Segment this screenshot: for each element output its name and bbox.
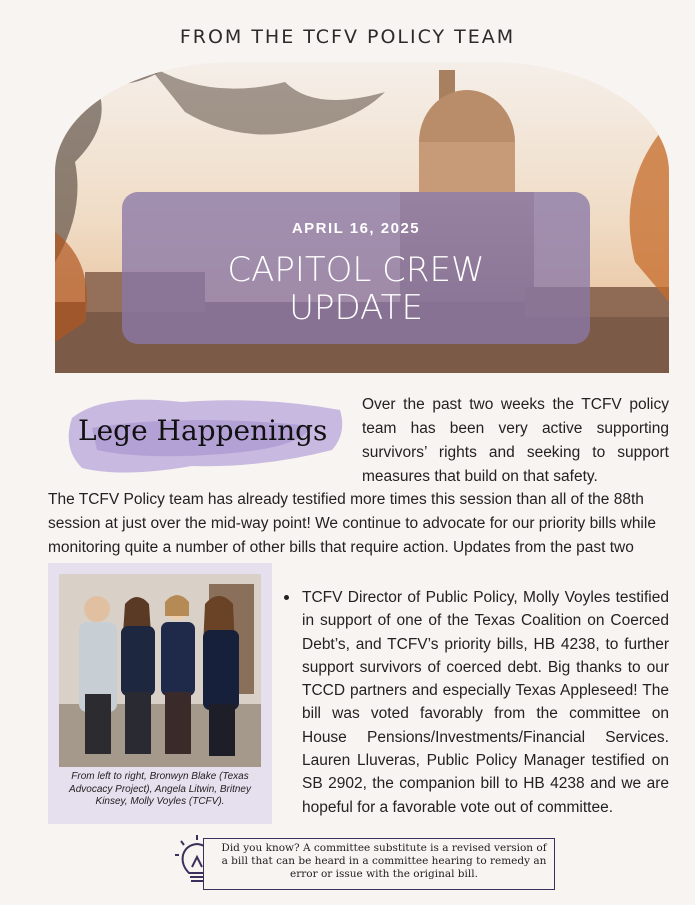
newsletter-title: [122, 251, 590, 327]
photo-caption: From left to right, Bronwyn Blake (Texas Advocacy Project), Angela Litwin, Britney Kinsey, Molly Voyles (TCFV).: [69, 771, 251, 807]
photo-card: [48, 563, 272, 824]
section-heading: Lege Happenings: [78, 414, 328, 447]
issue-date: APRIL 16, 2025: [291, 220, 421, 237]
did-you-know-text: Did you know? A committee substitute is a revised version of a bill that can be heard in a committee hearing to remedy an error or issue with the original bill.: [221, 842, 547, 880]
title-line-2: UPDATE: [289, 288, 423, 328]
update-text: TCFV Director of Public Policy, Molly Voyles testified in support of one of the Texas Coalition on Coerced Debt’s, and TCFV’s priority bills, HB 4238, to further support survivors of coerced debt. Big thanks to our TCCD partners and especially Texas Appleseed! The bill was voted favorably from the committee on House Pensions/Investments/Financial Services. Lauren Lluveras, Public Policy Manager testified on SB 2902, the companion bill to HB 4238 and we are hopeful for a favorable vote out of committee.: [302, 589, 669, 816]
newsletter-header: FROM THE TCFV POLICY TEAM: [179, 26, 516, 48]
body-paragraph: The TCFV Policy team has already testified more times this session than all of the 88th session at just over the mid-way point! We continue to advocate for our priority bills while monitoring quite a number of other bills that require action. Updates from the past two: [48, 491, 656, 556]
did-you-know-callout: [175, 833, 555, 891]
bullet-dot-icon: [284, 595, 289, 600]
title-card: [122, 192, 590, 344]
title-line-1: CAPITOL CREW: [227, 250, 485, 290]
team-photo: [59, 574, 261, 767]
intro-text: Over the past two weeks the TCFV policy team has been very active supporting survivors’ rights and seeking to support measures that build on that safety.: [362, 396, 669, 485]
